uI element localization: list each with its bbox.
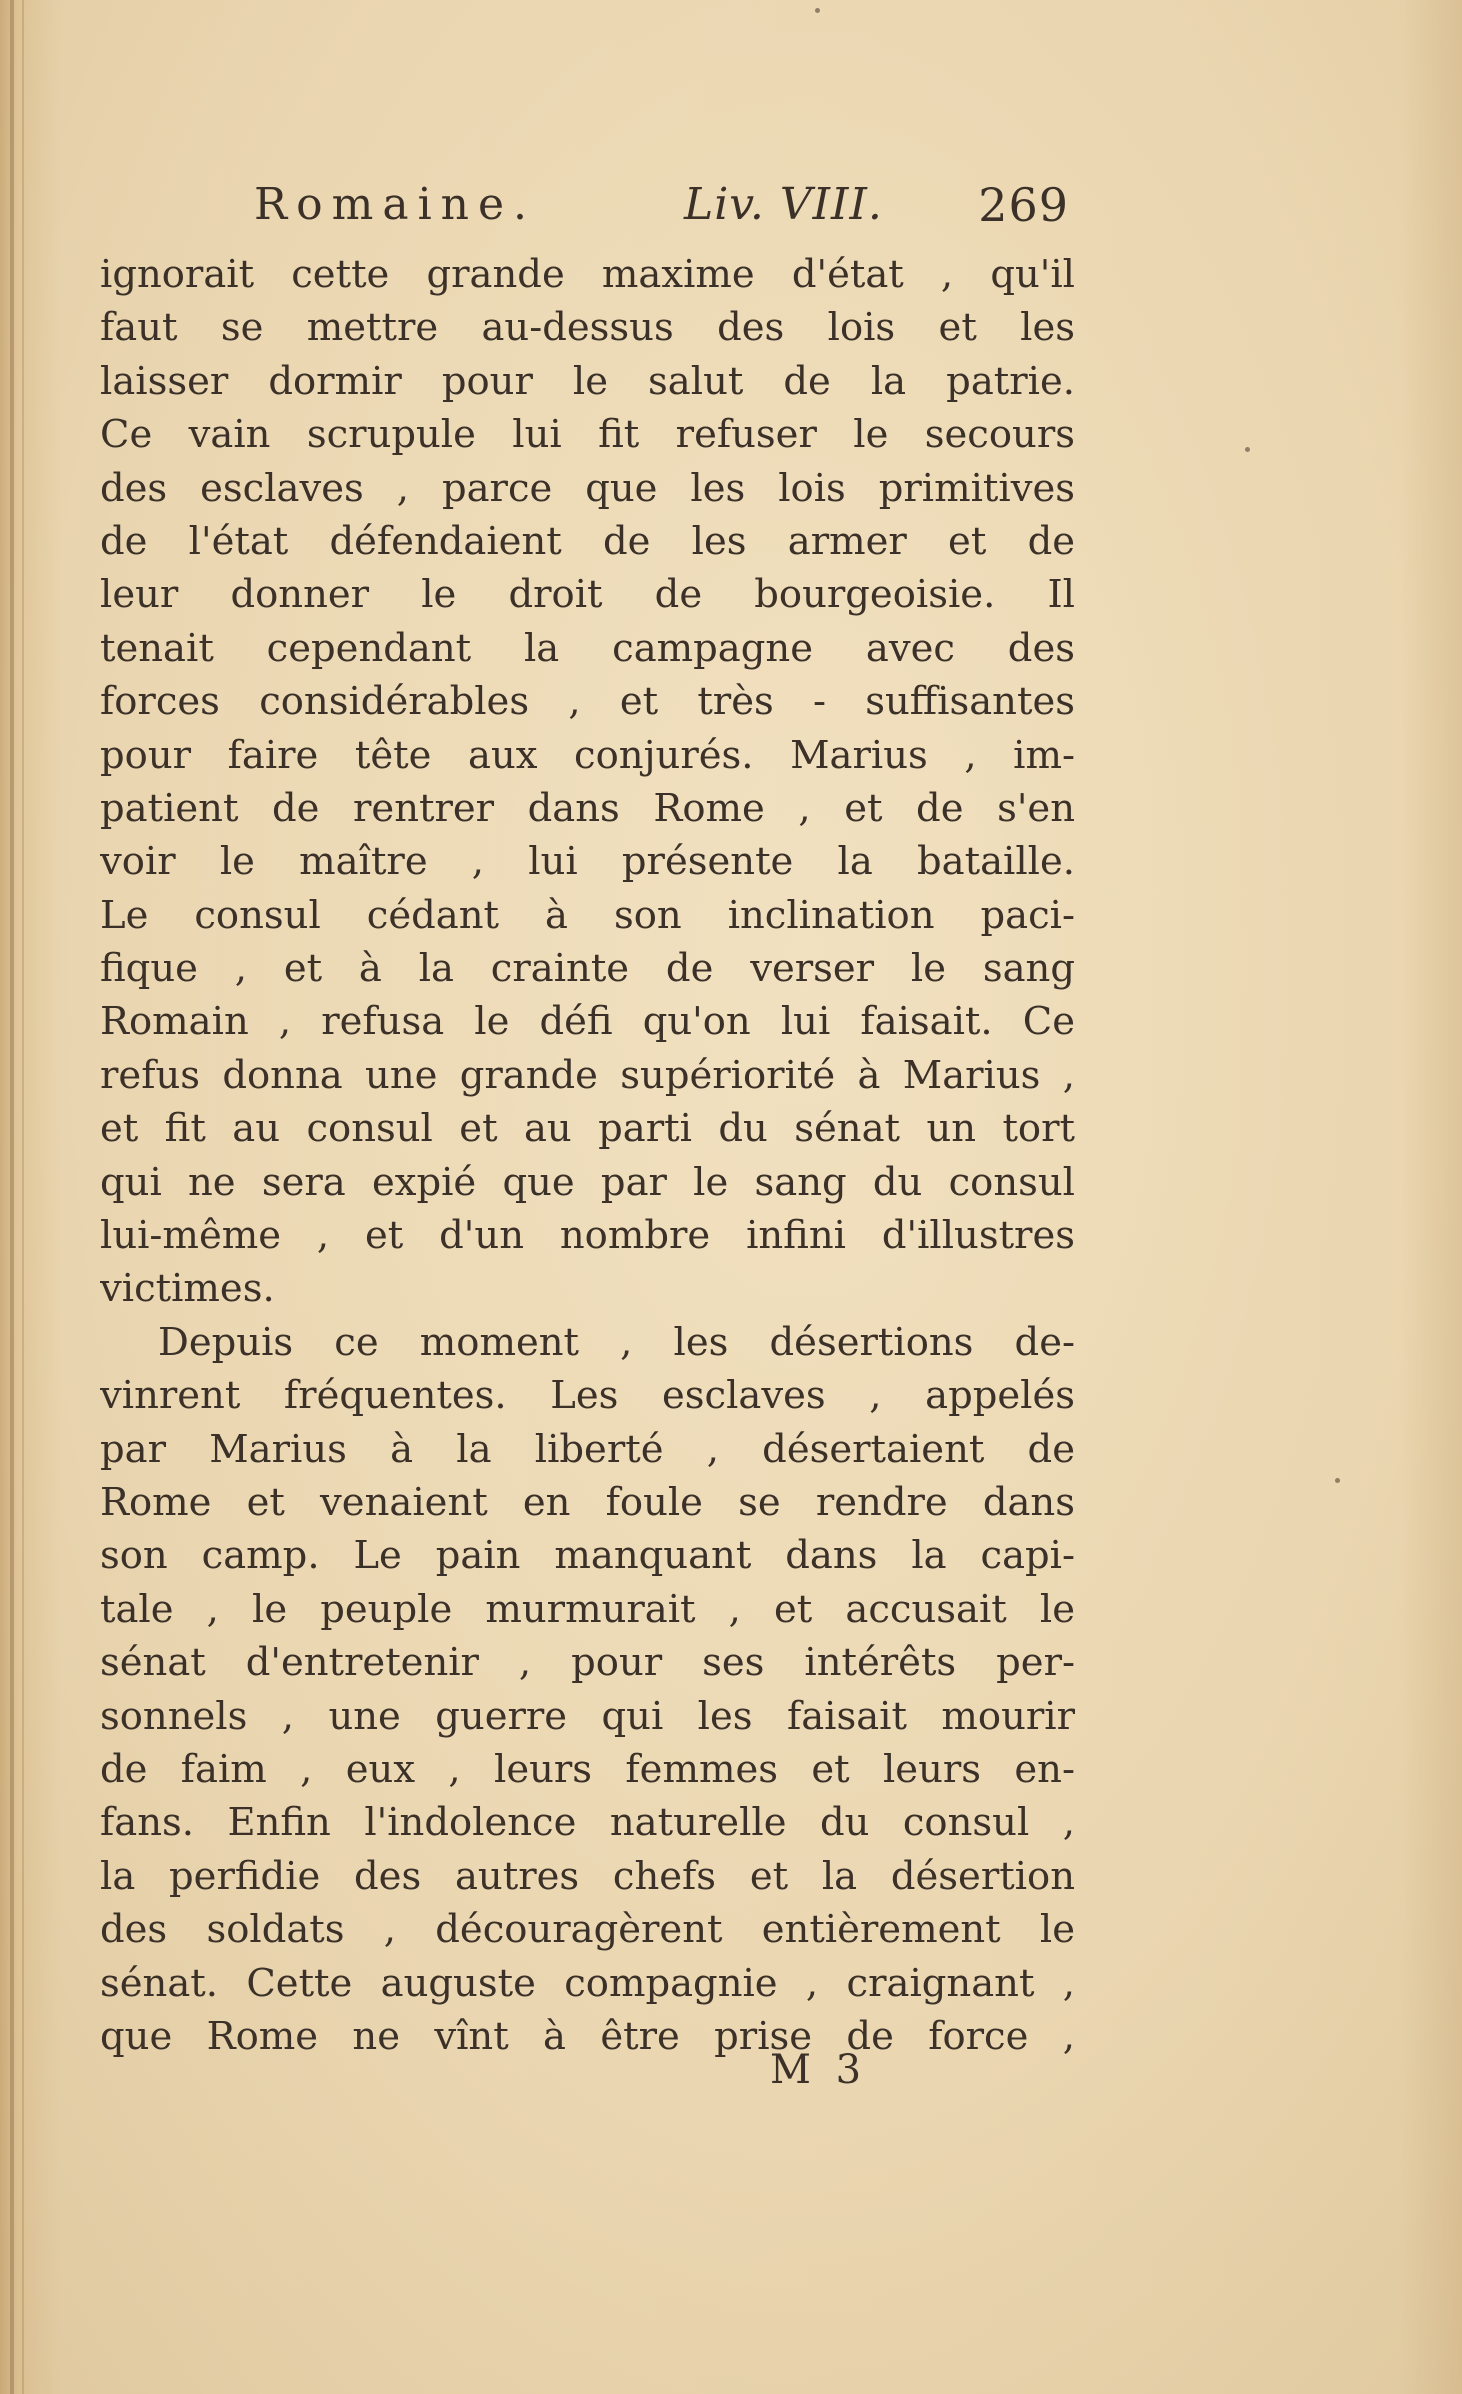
binding-edge	[10, 0, 14, 2394]
text-line: Rome et venaient en foule se rendre dans	[100, 1479, 1075, 1525]
paper-speck	[1335, 1478, 1340, 1483]
text-line: patient de rentrer dans Rome , et de s'en	[100, 785, 1075, 831]
text-line: Romain , refusa le défi qu'on lui faisait. Ce	[100, 999, 1075, 1045]
text-line: sonnels , une guerre qui les faisait mourir	[100, 1693, 1075, 1739]
text-line: de faim , eux , leurs femmes et leurs en-	[100, 1746, 1075, 1792]
text-line: son camp. Le pain manquant dans la capi-	[100, 1533, 1075, 1579]
text-line: lui-même , et d'un nombre infini d'illustres	[100, 1213, 1075, 1259]
text-line: qui ne sera expié que par le sang du consul	[100, 1159, 1075, 1205]
text-line: la perfidie des autres chefs et la désertion	[100, 1853, 1075, 1899]
text-line: des soldats , découragèrent entièrement le	[100, 1907, 1075, 1953]
running-head	[254, 170, 1069, 240]
running-head-title: Romaine.	[254, 179, 537, 230]
text-line: refus donna une grande supériorité à Marius ,	[100, 1052, 1075, 1098]
text-line: laisser dormir pour le salut de la patrie.	[100, 358, 1075, 404]
body-text	[100, 248, 1075, 2063]
page-number: 269	[978, 178, 1069, 232]
text-line: des esclaves , parce que les lois primitives	[100, 465, 1075, 511]
text-line: voir le maître , lui présente la bataille.	[100, 839, 1075, 885]
text-line: tenait cependant la campagne avec des	[100, 625, 1075, 671]
text-line: Ce vain scrupule lui fit refuser le secours	[100, 412, 1075, 458]
text-line: pour faire tête aux conjurés. Marius , im-	[100, 732, 1075, 778]
paragraph-start-line: Depuis ce moment , les désertions de-	[158, 1319, 1075, 1365]
text-line: faut se mettre au-dessus des lois et les	[100, 305, 1075, 351]
text-line: que Rome ne vînt à être prise de force ,	[100, 2013, 1075, 2059]
text-line: fique , et à la crainte de verser le sang	[100, 946, 1075, 992]
text-line: leur donner le droit de bourgeoisie. Il	[100, 572, 1075, 618]
binding-edge-shadow	[22, 0, 24, 2394]
text-line: de l'état défendaient de les armer et de	[100, 518, 1075, 564]
text-line: victimes.	[100, 1266, 275, 1312]
running-head-book: Liv. VIII.	[684, 179, 883, 230]
text-line: ignorait cette grande maxime d'état , qu'il	[100, 252, 1075, 297]
text-line: sénat d'entretenir , pour ses intérêts per-	[100, 1640, 1075, 1686]
text-line: par Marius à la liberté , désertaient de	[100, 1426, 1075, 1472]
text-line: Le consul cédant à son inclination paci-	[100, 892, 1075, 938]
paper-speck	[815, 8, 820, 13]
text-line: et fit au consul et au parti du sénat un tort	[100, 1106, 1075, 1152]
paper-speck	[1245, 447, 1250, 452]
text-line: fans. Enfin l'indolence naturelle du consul ,	[100, 1800, 1075, 1846]
text-line: forces considérables , et très - suffisantes	[100, 679, 1075, 725]
text-line: tale , le peuple murmurait , et accusait le	[100, 1586, 1075, 1632]
text-line: vinrent fréquentes. Les esclaves , appelés	[100, 1373, 1075, 1419]
text-line: sénat. Cette auguste compagnie , craignant ,	[100, 1960, 1075, 2006]
signature-mark: M 3	[770, 2047, 868, 2093]
